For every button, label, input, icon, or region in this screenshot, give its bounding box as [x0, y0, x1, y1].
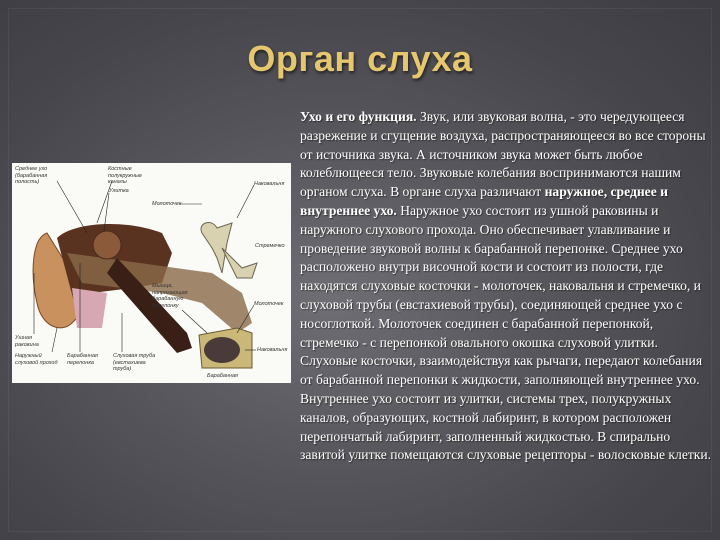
ear-anatomy-illustration	[12, 163, 291, 383]
figure-label: Наковальня	[254, 181, 285, 187]
figure-label: Среднее ухо (барабанная полость)	[15, 166, 48, 186]
text-segment: Звук, или звуковая волна, - это чередующееся разрежение и сгущение воздуха, распространяющееся во все стороны от источника звука. А источником звука может быть любое колеблющееся тело. Звуковые колебания воспринимаются нашим органом слуха. В органе слуха различают	[300, 109, 706, 200]
figure-label: Молоточек	[152, 201, 182, 207]
figure-label: Барабанная перепонка	[67, 353, 98, 366]
heading-bold: Ухо и его функция.	[300, 109, 417, 124]
figure-label: Костные полукружные каналы	[108, 166, 142, 186]
figure-label: Молоточек	[254, 301, 284, 307]
text-segment: Наружное ухо состоит из ушной раковины и наружного слухового прохода. Оно обеспечивает улавливание и проведение звуковой волны к барабанной перепонке. Среднее ухо расположено внутри височной кости и состоит из полости, где находятся слуховые косточки - молоточек, наковальня и стремечко, и слуховой трубы (евстахиевой трубы), соединяющей среднее ухо с носоглоткой. Молоточек соединен с барабанной перепонкой, стремечко - с перепонкой овального окошка слуховой улитки. Слуховые косточки, взаимодействуя как рычаги, передают колебания от барабанной перепонки к жидкости, заполняющей внутреннее ухо. Внутреннее ухо состоит из улитки, системы трех, полукружных каналов, образующих, костной лабиринт, в котором расположен перепончатый лабиринт, заполненный жидкостью. В спирально завитой улитке помещаются слуховые рецепторы - волосковые клетки.	[300, 202, 712, 463]
figure-label: Мышца, напрягающая барабанную перепонку	[152, 283, 188, 309]
figure-label: Барабанная	[207, 373, 238, 379]
slide-title: Орган слуха	[247, 38, 473, 79]
figure-label: Улитка	[109, 188, 129, 194]
body-paragraph	[300, 108, 712, 465]
figure-label: Стремечко	[255, 243, 285, 249]
figure-label: Наружный слуховой проход	[15, 353, 58, 366]
figure-label: Наковальня	[257, 347, 288, 353]
emphasis-bold: наружное, среднее и внутреннее ухо.	[300, 184, 668, 218]
figure-label: Ушная раковина	[15, 335, 39, 348]
ear-drawing	[12, 163, 291, 383]
figure-label: Слуховая труба (евстахиева труба)	[113, 353, 156, 373]
